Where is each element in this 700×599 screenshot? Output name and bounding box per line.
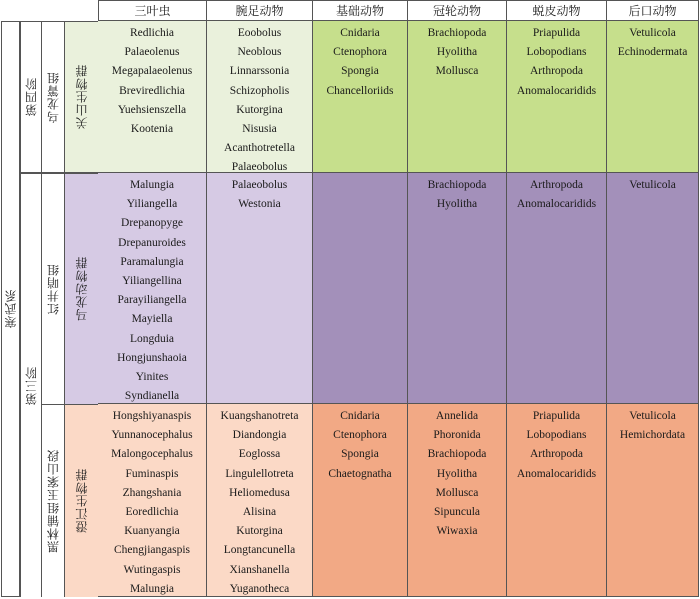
taxon-name: Kutorgina xyxy=(236,525,283,538)
taxon-name: Palaeobolus xyxy=(231,179,288,191)
guanshan-lophotrochozoa xyxy=(408,21,507,173)
taxon-name: Chancelloriids xyxy=(326,84,394,97)
taxon-name: Linnarssonia xyxy=(229,65,290,78)
stage-4-label: 第四阶 xyxy=(20,21,41,173)
taxon-name: Acanthotretella xyxy=(224,142,295,155)
taxon-name: Westonia xyxy=(238,198,281,211)
taxon-name: Kootenia xyxy=(130,123,174,136)
taxon-name: Syndianella xyxy=(124,390,180,403)
malong-deuterostomes xyxy=(607,173,699,404)
malong-trilobites xyxy=(98,173,207,404)
taxon-name: Arthropoda xyxy=(529,179,583,191)
taxon-name: Sipuncula xyxy=(434,506,480,519)
taxon-name: Hongshiyanaspis xyxy=(112,410,192,422)
taxon-name: Annelida xyxy=(435,410,479,422)
taxon-name: Anomalocaridids xyxy=(516,84,597,97)
guanshan-deuterostomes xyxy=(607,21,699,173)
taxon-name: Mayiella xyxy=(131,313,173,326)
guanshan-trilobites xyxy=(98,21,207,173)
taxon-name: Hemichordata xyxy=(619,429,686,442)
header-brachiopods: 腕足动物 xyxy=(207,0,313,21)
taxon-name: Palaeobolus xyxy=(231,161,288,174)
taxon-name: Eoglossa xyxy=(238,448,281,461)
taxon-name: Kuanyangia xyxy=(124,525,180,538)
formation-heilinpu-yuanshan: 黑林铺组玉案山段 xyxy=(41,404,64,597)
guanshan-basal xyxy=(313,21,408,173)
header-ecdysozoa: 蜕皮动物 xyxy=(507,0,607,21)
taxon-name: Kutorgina xyxy=(236,103,283,116)
taxon-name: Yuehsienszella xyxy=(117,103,187,116)
taxon-name: Echinodermata xyxy=(617,46,688,59)
taxon-name: Drepanopyge xyxy=(121,217,183,230)
biota-chengjiang: 澄江生物群 xyxy=(64,404,98,597)
taxon-name: Eoredlichia xyxy=(125,506,179,519)
taxon-name: Mollusca xyxy=(435,65,479,78)
taxon-name: Megapalaeolenus xyxy=(111,65,193,78)
taxon-name: Anomalocaridids xyxy=(516,198,597,211)
taxon-name: Ctenophora xyxy=(333,429,387,442)
formation-wulongqing: 乌龙箐组 xyxy=(41,21,64,173)
taxon-name: Palaeolenus xyxy=(124,46,180,59)
taxon-name: Brachiopoda xyxy=(427,179,487,191)
chengjiang-lophotrochozoa xyxy=(408,404,507,597)
taxon-name: Vetulicola xyxy=(629,410,676,422)
taxon-name: Cnidaria xyxy=(340,27,380,39)
taxon-name: Drepanuroides xyxy=(118,236,186,249)
taxon-name: Arthropoda xyxy=(529,448,583,461)
taxon-name: Longtancunella xyxy=(223,544,296,557)
system-cambrian: 寒武系 xyxy=(1,21,20,597)
taxon-name: Nisusia xyxy=(242,123,277,136)
taxon-name: Fuminaspis xyxy=(125,467,179,480)
taxon-name: Priapulida xyxy=(532,27,581,39)
guanshan-ecdysozoa xyxy=(507,21,607,173)
taxon-name: Arthropoda xyxy=(529,65,583,78)
taxon-name: Brachiopoda xyxy=(427,448,487,461)
taxon-name: Phoronida xyxy=(433,429,481,442)
taxon-name: Heliomedusa xyxy=(229,486,290,499)
taxon-name: Malongocephalus xyxy=(111,448,193,461)
taxon-name: Parayiliangella xyxy=(117,294,187,307)
taxon-name: Brachiopoda xyxy=(427,27,487,39)
guanshan-brachiopods xyxy=(207,21,313,173)
taxon-name: Anomalocaridids xyxy=(516,467,597,480)
taxon-name: Priapulida xyxy=(532,410,581,422)
taxon-name: Mollusca xyxy=(435,486,479,499)
malong-ecdysozoa xyxy=(507,173,607,404)
taxon-name: Wiwaxia xyxy=(436,525,478,538)
header-deuterostomes: 后口动物 xyxy=(607,0,699,21)
taxon-name: Chaetognatha xyxy=(328,467,392,480)
taxon-name: Xianshanella xyxy=(229,563,290,576)
taxon-name: Yiliangella xyxy=(126,198,178,211)
taxon-name: Spongia xyxy=(341,448,379,461)
malong-brachiopods xyxy=(207,173,313,404)
taxon-name: Neoblous xyxy=(237,46,282,59)
chengjiang-brachiopods xyxy=(207,404,313,597)
taxon-name: Malungia xyxy=(129,179,175,191)
taxon-name: Hyolitha xyxy=(436,198,478,211)
taxon-name: Hongjunshaoia xyxy=(117,351,187,364)
taxon-name: Paramalungia xyxy=(120,255,184,268)
taxon-name: Schizopholis xyxy=(229,84,290,97)
malong-lophotrochozoa xyxy=(408,173,507,404)
taxon-name: Zhangshania xyxy=(122,486,182,499)
taxon-name: Cnidaria xyxy=(340,410,380,422)
chengjiang-trilobites xyxy=(98,404,207,597)
taxon-name: Hyolitha xyxy=(436,467,478,480)
taxon-name: Ctenophora xyxy=(333,46,387,59)
taxon-name: Wutingaspis xyxy=(123,563,181,576)
taxon-name: Breviredlichia xyxy=(119,84,185,97)
taxon-name: Yunnanocephalus xyxy=(111,429,193,442)
taxon-name: Lingulellotreta xyxy=(225,467,294,480)
malong-basal xyxy=(313,173,408,404)
taxon-name: Longduia xyxy=(129,332,175,345)
taxon-name: Yiliangellina xyxy=(122,275,182,288)
header-trilobites: 三叶虫 xyxy=(98,0,207,21)
taxon-name: Lobopodians xyxy=(526,46,587,59)
formation-hongjingshao: 红井哨组 xyxy=(41,173,64,404)
taxon-name: Yinites xyxy=(135,371,169,384)
taxon-name: Spongia xyxy=(341,65,379,78)
taxon-name: Diandongia xyxy=(232,429,287,442)
taxon-name: Vetulicola xyxy=(629,27,676,39)
taxon-name: Hyolitha xyxy=(436,46,478,59)
taxon-name: Lobopodians xyxy=(526,429,587,442)
chengjiang-deuterostomes xyxy=(607,404,699,597)
biota-malong: 马龙动物群 xyxy=(64,173,98,404)
taxon-name: Redlichia xyxy=(129,27,175,39)
taxon-name: Kuangshanotreta xyxy=(220,410,299,422)
taxon-name: Yuganotheca xyxy=(229,582,290,595)
taxon-name: Alisina xyxy=(242,506,277,519)
chengjiang-basal xyxy=(313,404,408,597)
header-lophotrochozoa: 冠轮动物 xyxy=(408,0,507,21)
taxon-name: Vetulicola xyxy=(629,179,676,191)
stage-3-label: 第三阶 xyxy=(20,173,41,597)
header-basal-animals: 基础动物 xyxy=(313,0,408,21)
chengjiang-ecdysozoa xyxy=(507,404,607,597)
taxon-name: Malungia xyxy=(129,582,175,595)
biota-guanshan: 关山生物群 xyxy=(64,21,98,173)
taxon-name: Eoobolus xyxy=(237,27,282,39)
taxon-name: Chengjiangaspis xyxy=(113,544,191,557)
